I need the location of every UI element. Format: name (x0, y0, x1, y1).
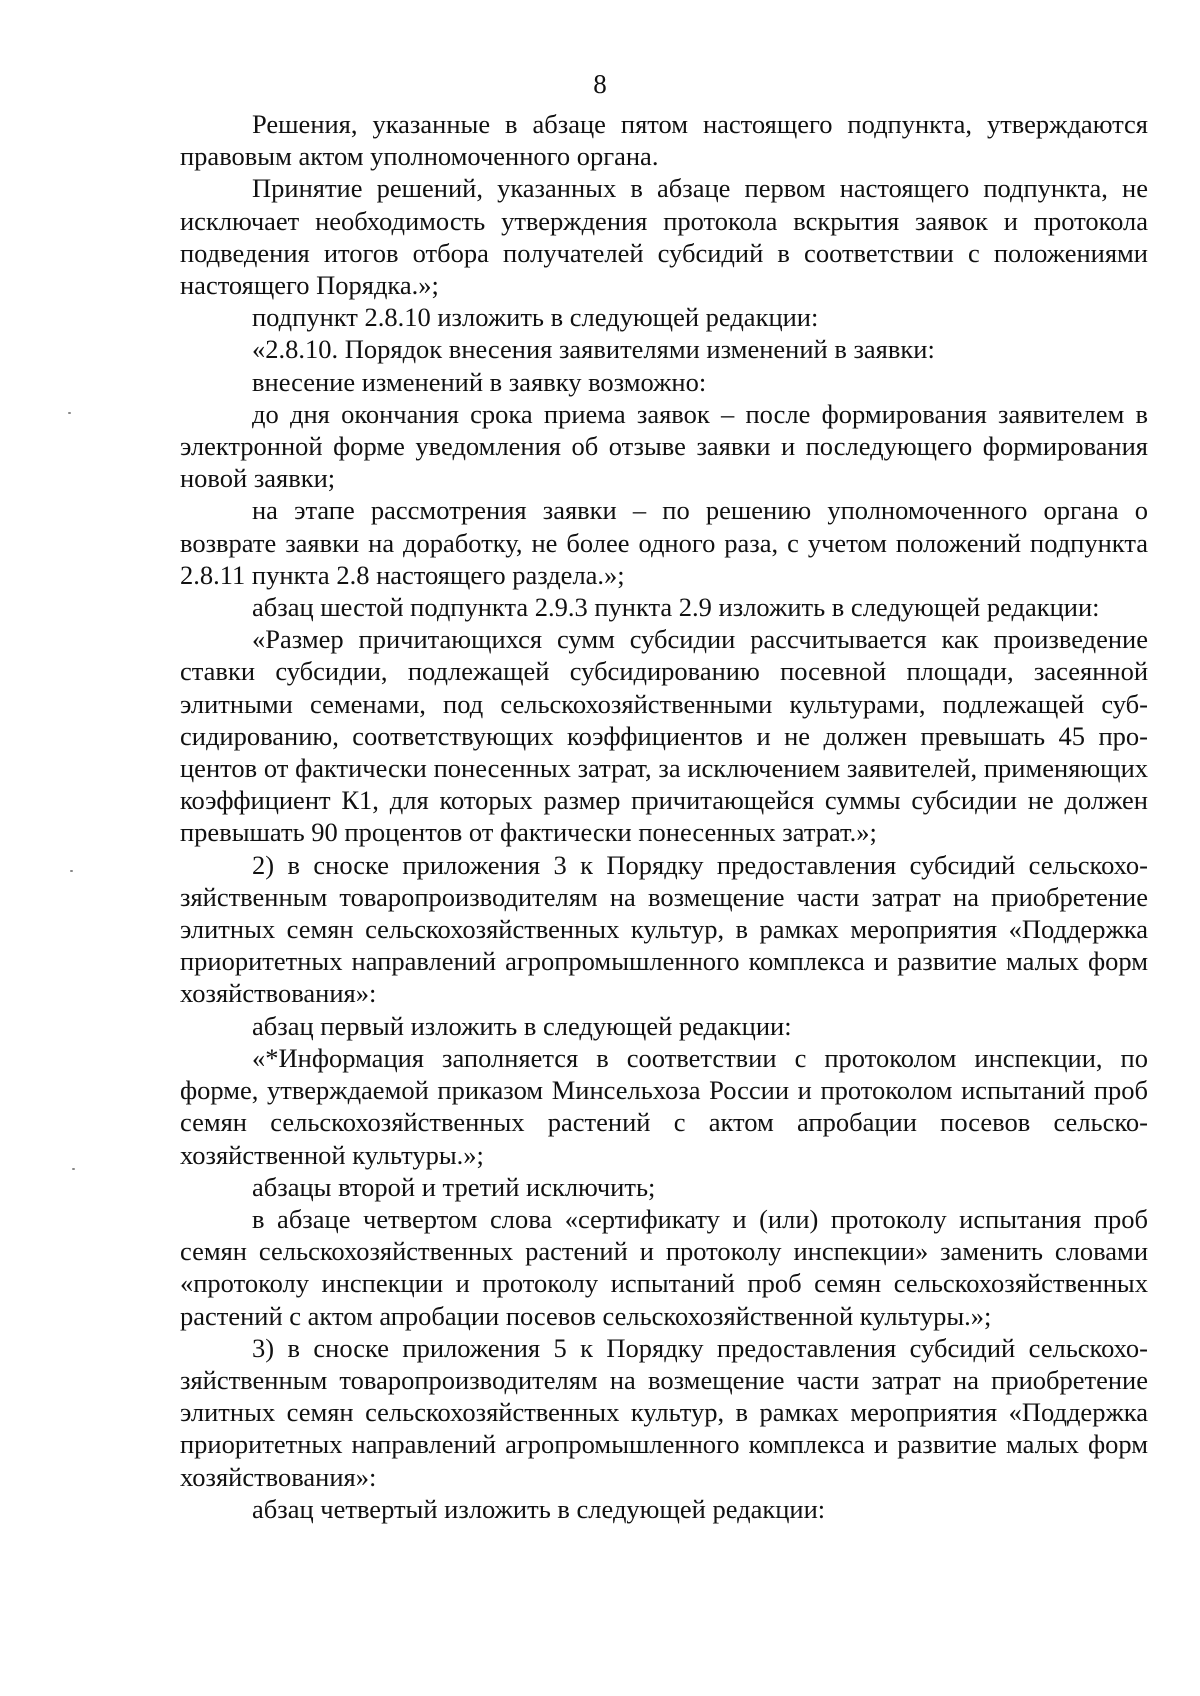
paragraph: внесение изменений в заявку возможно: (252, 366, 707, 397)
paragraph: «Размер причитающихся сумм субсидии рассчитывается как произведение ставки субсидии, подлежащей субсидированию посевной площади, засеянной элитными семенами, под сельскохозяйственными культурами, подлежащей субсидированию, соответствующих коэффициентов и не должен превышать 45 процентов от фактически понесенных затрат, за исключением заявителей, применяющих коэффициент К1, для которых размер причитающейся суммы субсидии не должен превышать 90 процентов от фактически понесенных затрат.»; (180, 624, 1148, 848)
paragraph: на этапе рассмотрения заявки – по решению уполномоченного органа о возврате заявки на доработку, не более одного раза, с учетом положений подпункта 2.8.11 пункта 2.8 настоящего раздела.»; (180, 495, 1148, 590)
document-body (180, 108, 1148, 1525)
paragraph: абзац четвертый изложить в следующей редакции: (252, 1493, 826, 1524)
paragraph: в абзаце четвертом слова «сертификату и (или) протоколу испытания проб семян сельскохозяйственных растений и протоколу инспекции» заменить словами «протоколу инспекции и протоколу испытаний проб семян сельскохозяйственных растений с актом апробации посевов сельскохозяйственной культуры.»; (180, 1203, 1148, 1331)
paragraph: подпункт 2.8.10 изложить в следующей редакции: (252, 302, 819, 333)
page-number: 8 (593, 69, 607, 99)
scan-speck (68, 412, 71, 414)
paragraph: до дня окончания срока приема заявок – после формирования заявителем в электронной форме уведомления об отзыве заявки и последующего формирования новой заявки; (180, 398, 1148, 494)
paragraph: 3) в сноске приложения 5 к Порядку предоставления субсидий сельскохозяйственным товаропроизводителям на возмещение части затрат на приобретение элитных семян сельскохозяйственных культур, в рамках мероприятия «Поддержка приоритетных направлений агропромышленного комплекса и развитие малых форм хозяйствования»: (180, 1332, 1148, 1492)
paragraph: «*Информация заполняется в соответствии с протоколом инспекции, по форме, утверждаемой приказом Минсельхоза России и протоколом испытаний проб семян сельскохозяйственных растений с актом апробации посевов сельскохозяйственной культуры.»; (180, 1042, 1148, 1170)
paragraph: абзацы второй и третий исключить; (252, 1171, 656, 1202)
paragraph: Решения, указанные в абзаце пятом настоящего подпункта, утверждаются правовым актом уполномоченного органа. (180, 109, 1148, 172)
scan-speck (72, 1168, 75, 1170)
paragraph: абзац шестой подпункта 2.9.3 пункта 2.9 изложить в следующей редакции: (252, 592, 1100, 623)
paragraph: «2.8.10. Порядок внесения заявителями изменений в заявки: (252, 334, 935, 365)
paragraph: Принятие решений, указанных в абзаце первом настоящего подпункта, не исключает необходимость утверждения протокола вскрытия заявок и протокола подведения итогов отбора получателей субсидий в соответствии с положениями настоящего Порядка.»; (180, 173, 1148, 301)
paragraph: 2) в сноске приложения 3 к Порядку предоставления субсидий сельскохозяйственным товаропроизводителям на возмещение части затрат на приобретение элитных семян сельскохозяйственных культур, в рамках мероприятия «Поддержка приоритетных направлений агропромышленного комплекса и развитие малых форм хозяйствования»: (180, 849, 1148, 1009)
scan-speck (70, 870, 73, 872)
paragraph: абзац первый изложить в следующей редакции: (252, 1010, 792, 1041)
